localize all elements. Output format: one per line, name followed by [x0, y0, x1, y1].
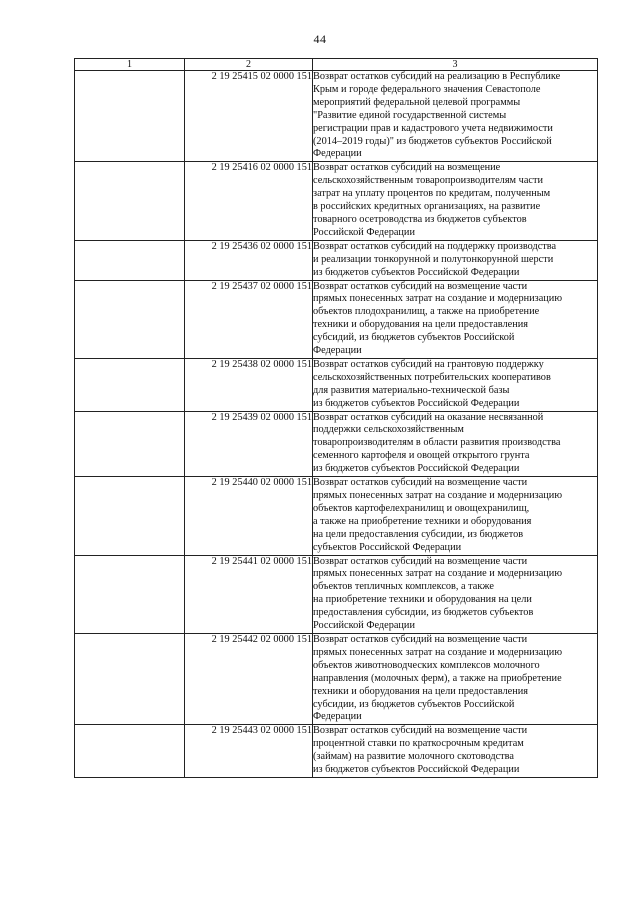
description-line: техники и оборудования на цели предоставления — [313, 319, 528, 331]
description-line: Возврат остатков субсидий на поддержку производства — [313, 240, 557, 252]
description-line: объектов картофелехранилищ и овощехранилищ, — [313, 502, 530, 514]
description-line: (2014–2019 годы)" из бюджетов субъектов Российской — [313, 135, 552, 147]
description-line: предоставления субсидии, из бюджетов субъектов — [313, 607, 534, 619]
description-line: в российских кредитных организациях, на развитие — [313, 201, 541, 213]
description-line: (займам) на развитие молочного скотоводства — [313, 751, 514, 763]
description-line: и реализации тонкорунной и полутонкорунной шерсти — [313, 253, 554, 265]
budget-code-cell: 2 19 25436 02 0000 151 — [185, 240, 313, 280]
description-line: Российской Федерации — [313, 620, 415, 632]
table-row — [75, 71, 598, 162]
description-line: Федерации — [313, 148, 362, 160]
description-line: прямых понесенных затрат на создание и модернизацию — [313, 568, 563, 580]
description-cell — [313, 280, 598, 358]
empty-cell — [75, 240, 185, 280]
description-line: товаропроизводителям в области развития производства — [313, 437, 561, 449]
description-cell — [313, 162, 598, 240]
description-line: Возврат остатков субсидий на оказание несвязанной — [313, 411, 544, 423]
description-line: Возврат остатков субсидий на возмещение части — [313, 280, 528, 292]
empty-cell — [75, 280, 185, 358]
description-line: из бюджетов субъектов Российской Федерации — [313, 764, 520, 776]
budget-code-cell: 2 19 25416 02 0000 151 — [185, 162, 313, 240]
description-line: Федерации — [313, 345, 362, 357]
empty-cell — [75, 555, 185, 633]
table-row — [75, 240, 598, 280]
budget-code-cell: 2 19 25437 02 0000 151 — [185, 280, 313, 358]
description-line: поддержки сельскохозяйственным — [313, 424, 464, 436]
description-line: объектов животноводческих комплексов молочного — [313, 659, 540, 671]
description-line: из бюджетов субъектов Российской Федерации — [313, 463, 520, 475]
description-line: субсидий, из бюджетов субъектов Российской — [313, 332, 515, 344]
budget-code-cell: 2 19 25441 02 0000 151 — [185, 555, 313, 633]
table-row — [75, 280, 598, 358]
column-header-3: 3 — [313, 59, 598, 71]
description-line: для развития материально-технической базы — [313, 384, 510, 396]
empty-cell — [75, 633, 185, 724]
description-line: Возврат остатков субсидий на реализацию в Республике — [313, 71, 561, 82]
description-line: прямых понесенных затрат на создание и модернизацию — [313, 490, 563, 501]
description-line: Возврат остатков субсидий на возмещение части — [313, 725, 528, 737]
description-line: на цели предоставления субсидии, из бюджетов — [313, 528, 524, 540]
table-row — [75, 725, 598, 778]
budget-code-cell: 2 19 25438 02 0000 151 — [185, 358, 313, 411]
table-row — [75, 162, 598, 240]
description-line: Возврат остатков субсидий на возмещение части — [313, 555, 528, 567]
description-line: прямых понесенных затрат на создание и модернизацию — [313, 646, 563, 658]
description-line: процентной ставки по краткосрочным кредитам — [313, 738, 524, 750]
description-line: Возврат остатков субсидий на возмещение части — [313, 477, 528, 489]
description-line: Российской Федерации — [313, 226, 415, 238]
description-line: прямых понесенных затрат на создание и модернизацию — [313, 293, 563, 305]
table-row — [75, 358, 598, 411]
description-cell — [313, 411, 598, 477]
budget-code-cell: 2 19 25440 02 0000 151 — [185, 477, 313, 555]
description-line: Крым и городе федерального значения Севастополе — [313, 83, 541, 95]
description-line: объектов тепличных комплексов, а также — [313, 581, 494, 593]
empty-cell — [75, 162, 185, 240]
description-cell — [313, 358, 598, 411]
empty-cell — [75, 71, 185, 162]
description-line: сельскохозяйственных потребительских кооперативов — [313, 371, 551, 383]
budget-code-cell: 2 19 25443 02 0000 151 — [185, 725, 313, 778]
description-line: на приобретение техники и оборудования на цели — [313, 594, 532, 606]
description-line: субсидии, из бюджетов субъектов Российской — [313, 698, 515, 710]
table-row — [75, 411, 598, 477]
description-line: объектов плодохранилищ, а также на приобретение — [313, 306, 540, 318]
description-line: сельскохозяйственным товаропроизводителям части — [313, 175, 543, 187]
description-line: а также на приобретение техники и оборудования — [313, 515, 532, 527]
description-line: из бюджетов субъектов Российской Федерации — [313, 397, 520, 409]
budget-code-cell: 2 19 25415 02 0000 151 — [185, 71, 313, 162]
description-line: семенного картофеля и овощей открытого грунта — [313, 450, 530, 462]
budget-code-cell: 2 19 25442 02 0000 151 — [185, 633, 313, 724]
table-row — [75, 477, 598, 555]
description-cell — [313, 477, 598, 555]
empty-cell — [75, 725, 185, 778]
description-line: регистрации прав и кадастрового учета недвижимости — [313, 122, 553, 134]
description-cell — [313, 633, 598, 724]
column-header-1: 1 — [75, 59, 185, 71]
table-row — [75, 633, 598, 724]
description-line: Федерации — [313, 711, 362, 723]
description-line: затрат на уплату процентов по кредитам, полученным — [313, 188, 551, 200]
empty-cell — [75, 477, 185, 555]
description-line: техники и оборудования на цели предоставления — [313, 685, 528, 697]
description-cell — [313, 725, 598, 778]
description-line: товарного осетроводства из бюджетов субъектов — [313, 213, 527, 225]
description-line: Возврат остатков субсидий на возмещение части — [313, 633, 528, 645]
description-cell — [313, 240, 598, 280]
description-line: Возврат остатков субсидий на грантовую поддержку — [313, 358, 544, 370]
description-cell — [313, 555, 598, 633]
budget-code-table — [74, 58, 598, 778]
description-line: Возврат остатков субсидий на возмещение — [313, 162, 501, 174]
description-line: субъектов Российской Федерации — [313, 541, 462, 553]
page-number: 44 — [313, 32, 327, 46]
table-row — [75, 555, 598, 633]
empty-cell — [75, 411, 185, 477]
description-cell — [313, 71, 598, 162]
description-line: мероприятий федеральной целевой программы — [313, 96, 521, 108]
description-line: "Развитие единой государственной системы — [313, 109, 507, 121]
description-line: из бюджетов субъектов Российской Федерации — [313, 266, 520, 278]
empty-cell — [75, 358, 185, 411]
budget-code-cell: 2 19 25439 02 0000 151 — [185, 411, 313, 477]
table-header-row — [75, 59, 598, 71]
description-line: направления (молочных ферм), а также на приобретение — [313, 672, 562, 684]
column-header-2: 2 — [185, 59, 313, 71]
